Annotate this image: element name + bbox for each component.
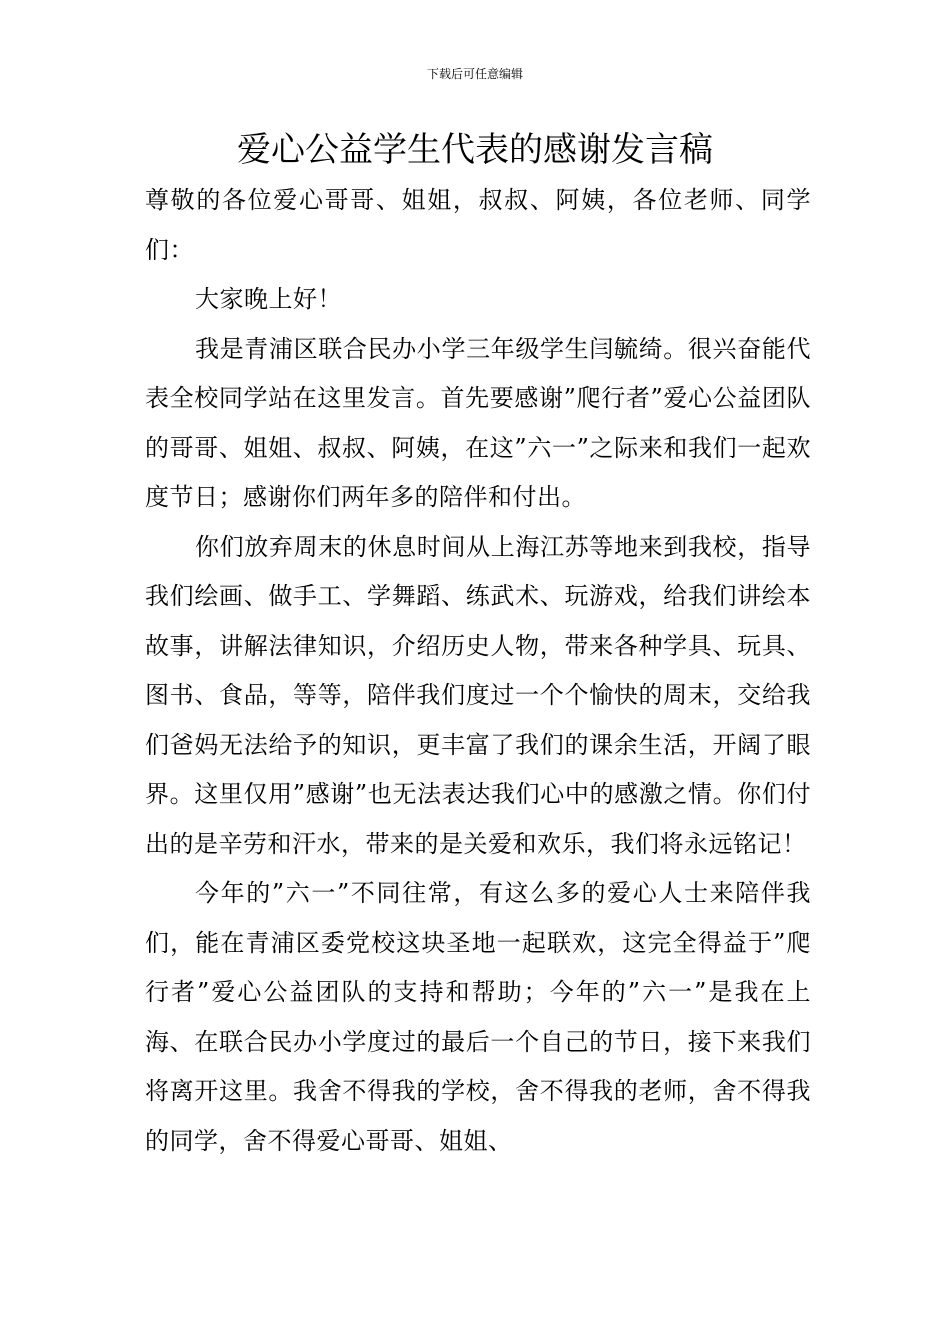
greeting-paragraph: 大家晚上好！ (195, 285, 342, 313)
body-paragraph: 你们放弃周末的休息时间从上海江苏等地来到我校，指导我们绘画、做手工、学舞蹈、练武术、玩游戏，给我们讲绘本故事，讲解法律知识，介绍历史人物，带来各种学具、玩具、图书、食品，等等，陪伴我们度过一个个愉快的周末，交给我们爸妈无法给予的知识，更丰富了我们的课余生活，开阔了眼界。这里仅用”感谢”也无法表达我们心中的感激之情。你们付出的是辛劳和汗水，带来的是关爱和欢乐，我们将永远铭记！ (145, 532, 811, 858)
body-paragraph: 今年的”六一”不同往常，有这么多的爱心人士来陪伴我们，能在青浦区委党校这块圣地一起联欢，这完全得益于”爬行者”爱心公益团队的支持和帮助；今年的”六一”是我在上海、在联合民办小学度过的最后一个自己的节日，接下来我们将离开这里。我舍不得我的学校，舍不得我的老师，舍不得我的同学，舍不得爱心哥哥、姐姐、 (145, 879, 811, 1155)
document-body (145, 176, 811, 1166)
body-paragraph: 我是青浦区联合民办小学三年级学生闫毓绮。很兴奋能代表全校同学站在这里发言。首先要感谢”爬行者”爱心公益团队的哥哥、姐姐、叔叔、阿姨，在这”六一”之际来和我们一起欢度节日；感谢你们两年多的陪伴和付出。 (145, 334, 811, 511)
document-title: 爱心公益学生代表的感谢发言稿 (237, 130, 713, 170)
salutation-paragraph: 尊敬的各位爱心哥哥、姐姐，叔叔、阿姨，各位老师、同学们： (145, 186, 811, 264)
header-note: 下载后可任意编辑 (426, 67, 523, 81)
